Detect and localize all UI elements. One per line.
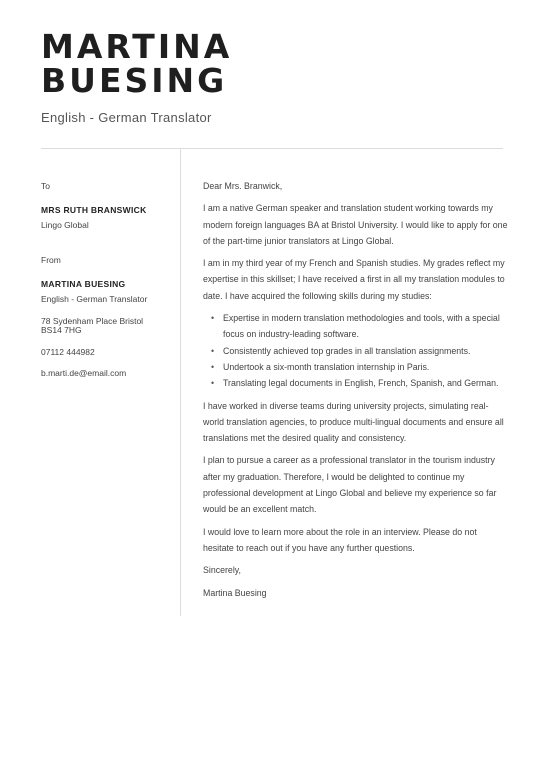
sender-title: English - German Translator <box>41 294 148 304</box>
address-line-2: BS14 7HG <box>41 325 82 335</box>
to-label: To <box>41 181 50 191</box>
letter-body <box>203 178 508 607</box>
paragraph-studies: I am in my third year of my French and Spanish studies. My grades reflect my expertise in this skillset; I have received a first in all my translation modules to date. I have acquired the following skills during my studies: <box>203 258 505 301</box>
sender-name: MARTINA BUESING <box>41 279 126 289</box>
signature: Martina Buesing <box>203 587 267 598</box>
paragraph-career: I plan to pursue a career as a professional translator in the tourism industry after my graduation. Therefore, I would be delighted to continue my professional development at Lingo Global and believe my experience so far would be an excellent match. <box>203 455 497 515</box>
skills-list <box>203 310 508 391</box>
job-title: English - German Translator <box>41 110 212 125</box>
from-label: From <box>41 255 61 265</box>
paragraph-teamwork: I have worked in diverse teams during university projects, simulating real-world translation agencies, to produce multi-lingual documents and ensure all translations met the desired quality and consistency. <box>203 400 504 444</box>
applicant-name <box>41 27 233 100</box>
list-item: • Expertise in modern translation methodologies and tools, with a special focus on industry-leading software. <box>223 310 508 343</box>
paragraph-intro: I am a native German speaker and translation student working towards my modern foreign languages BA at Bristol University. I would like to apply for one of the part-time junior translators at Lingo Global. <box>203 203 508 246</box>
phone-number: 07112 444982 <box>41 347 95 357</box>
header-divider <box>41 148 503 149</box>
recipient-company: Lingo Global <box>41 220 89 230</box>
email-address: b.marti.de@email.com <box>41 368 127 378</box>
list-item: • Consistently achieved top grades in all translation assignments. <box>223 343 508 359</box>
list-item: • Undertook a six-month translation internship in Paris. <box>223 359 508 375</box>
closing: Sincerely, <box>203 565 241 576</box>
list-item: • Translating legal documents in English, French, Spanish, and German. <box>223 375 508 391</box>
last-name: BUESING <box>41 61 228 100</box>
column-divider <box>180 149 181 616</box>
first-name: MARTINA <box>41 27 233 66</box>
paragraph-interview: I would love to learn more about the role in an interview. Please do not hesitate to reach out if you have any further questions. <box>203 526 477 553</box>
address-line-1: 78 Sydenham Place Bristol <box>41 316 144 326</box>
salutation: Dear Mrs. Branwick, <box>203 181 283 191</box>
recipient-name: MRS RUTH BRANSWICK <box>41 205 147 215</box>
